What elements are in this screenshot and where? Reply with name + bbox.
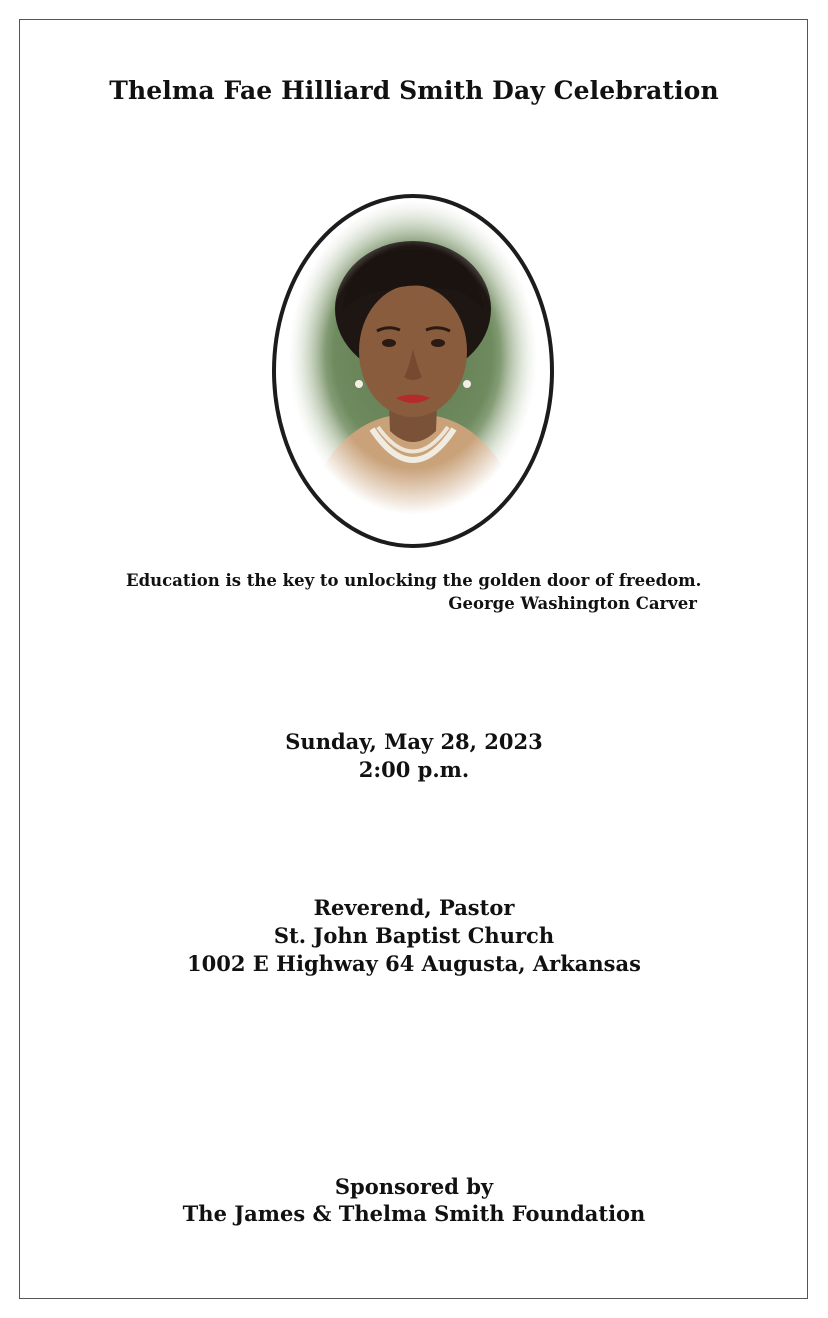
- sponsor-label: Sponsored by: [334, 1174, 494, 1199]
- church-name: St. John Baptist Church: [273, 923, 555, 948]
- sponsor-name: The James & Thelma Smith Foundation: [182, 1201, 646, 1226]
- event-date: Sunday, May 28, 2023: [285, 729, 543, 754]
- page-title: Thelma Fae Hilliard Smith Day Celebration: [109, 76, 719, 105]
- quote-text: Education is the key to unlocking the golden door of freedom.: [126, 571, 702, 590]
- portrait-image: [270, 191, 556, 551]
- event-time: 2:00 p.m.: [358, 757, 470, 782]
- church-address: 1002 E Highway 64 Augusta, Arkansas: [187, 951, 641, 976]
- quote-author: George Washington Carver: [448, 594, 697, 613]
- officiant: Reverend, Pastor: [313, 895, 515, 920]
- portrait-oval: [270, 191, 556, 551]
